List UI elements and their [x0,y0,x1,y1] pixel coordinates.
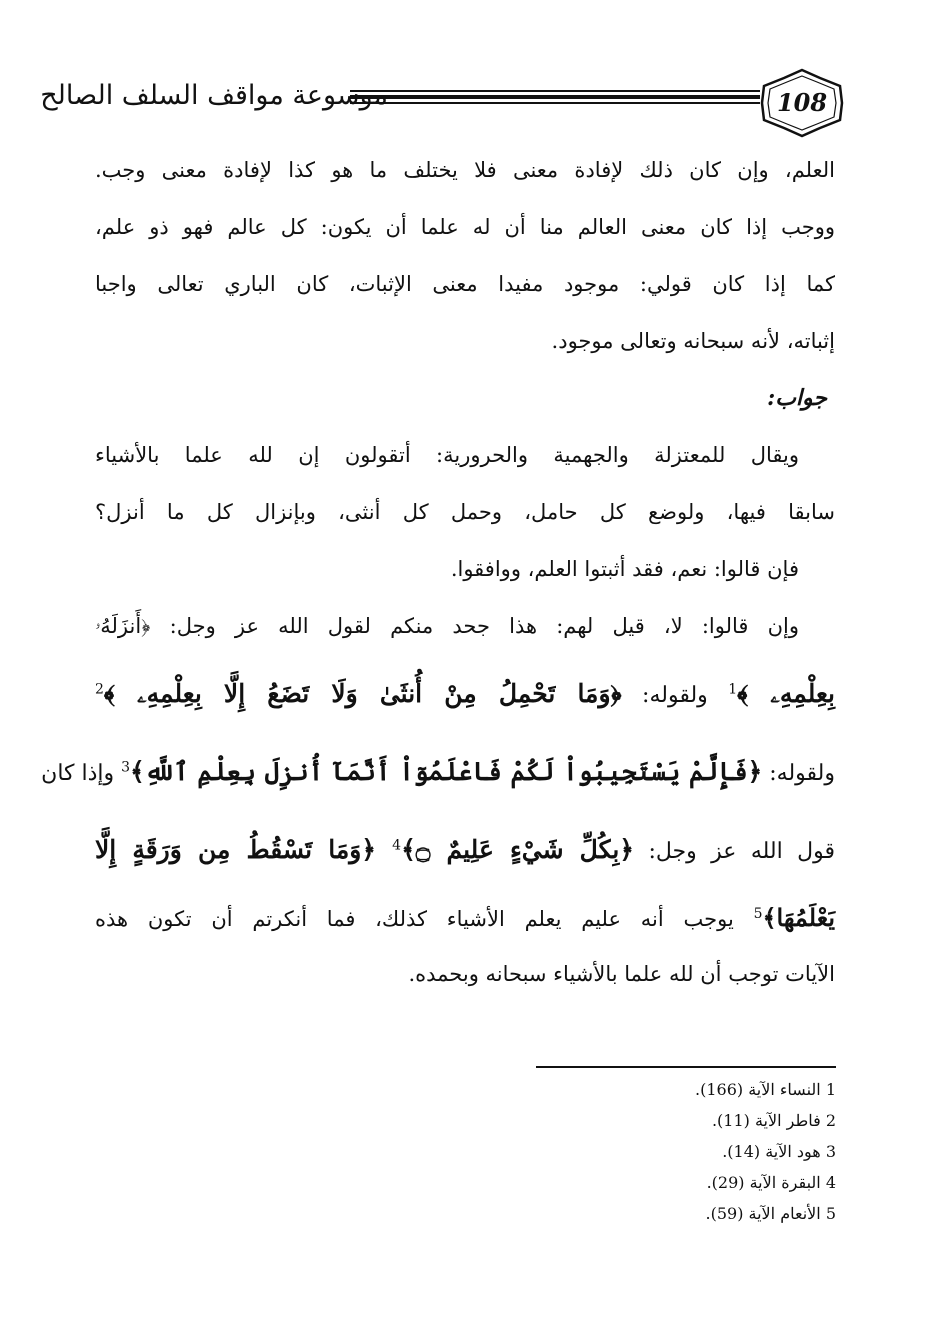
text-line: سابقا فيها، ولوضع كل حامل، وحمل كل أنثى، وبإنزال كل ما أنزل؟ [95,500,835,524]
quran-quote: ﴿فَإِلَّمْ يَسْتَجِيبُواْ لَكُمْ فَاعْلَمُوٓاْ أَنَّمَآ أُنزِلَ بِعِلْمِ ٱللَّهِ﴾ [130,757,763,786]
main-text [41,142,836,1003]
text-line: وإن قالوا: لا، قيل لهم: هذا جحد منكم لقول الله عز وجل: ﴿أَنزَلَهُۥ [95,614,799,638]
text-line: كما إذا كان قولي: موجود مفيدا معنى الإثبات، كان الباري تعالى واجبا [95,272,835,296]
quran-quote: يَعْلَمُهَا﴾ [762,903,835,932]
footnote-marker[interactable]: 4 [392,837,402,854]
page-header [40,68,848,140]
text-line: إثباته، لأنه سبحانه وتعالى موجود. [551,329,835,353]
footnote-marker[interactable]: 1 [728,681,738,698]
text-line: فإن قالوا: نعم، فقد أثبتوا العلم، ووافقوا. [450,557,799,581]
verse-line [95,811,835,889]
text-span: وإذا كان [41,761,122,786]
text-line: ويقال للمعتزلة والجهمية والحرورية: أتقولون إن لله علما بالأشياء [95,443,799,467]
footnote-marker[interactable]: 2 [95,681,104,698]
quran-quote: ﴿وَمَا تَحْمِلُ مِنْ أُنثَىٰ وَلَا تَضَعُ إِلَّا بِعِلْمِهِۦ ﴾ [103,679,622,708]
text-span: ولقوله: [621,683,729,708]
quran-quote: بِعِلْمِهِۦ ﴾ [737,679,835,708]
text-span: يوجب أنه عليم يعلم الأشياء كذلك، فما أنكرتم أن تكون هذه [95,907,754,931]
footnote-item: 5 الأنعام الآية (59). [705,1204,836,1223]
text-line: الآيات توجب أن لله علما بالأشياء سبحانه وبحمده. [408,962,835,986]
text-line: العلم، وإن كان ذلك لإفادة معنى فلا يختلف ما هو كذا لإفادة معنى وجب. [95,158,835,182]
section-heading: جواب: [767,385,827,411]
footnote-marker[interactable]: 5 [753,906,763,922]
text-line: ووجب إذا كان معنى العالم منا أن له علما أن يكون: كل عالم فهو ذو علم، [95,215,836,239]
text-span: قول الله عز وجل: [634,839,836,864]
text-span: ولقوله: [762,761,835,786]
footnote-item: 2 فاطر الآية (11). [711,1111,836,1130]
quran-quote: ﴿وَمَا تَسْقُطُ مِن وَرَقَةٍ إِلَّا [95,835,393,864]
verse-line [41,733,835,811]
quran-quote: ﴿بِكُلِّ شَيْءٍ عَلِيمٌ ۝﴾ [401,835,635,864]
page-number-badge [760,68,844,138]
footnotes [440,1074,836,1229]
header-rule [350,86,760,108]
page-number: 108 [776,88,828,117]
footnote-marker[interactable]: 3 [121,759,131,776]
footnote-item: 4 البقرة الآية (29). [706,1173,836,1192]
text-line [95,889,835,946]
book-title: موسوعة مواقف السلف الصالح [40,80,388,111]
verse-line [95,655,835,733]
footnote-divider [536,1066,836,1068]
footnote-item: 3 هود الآية (14). [722,1142,836,1161]
footnote-item: 1 النساء الآية (166). [695,1080,836,1099]
